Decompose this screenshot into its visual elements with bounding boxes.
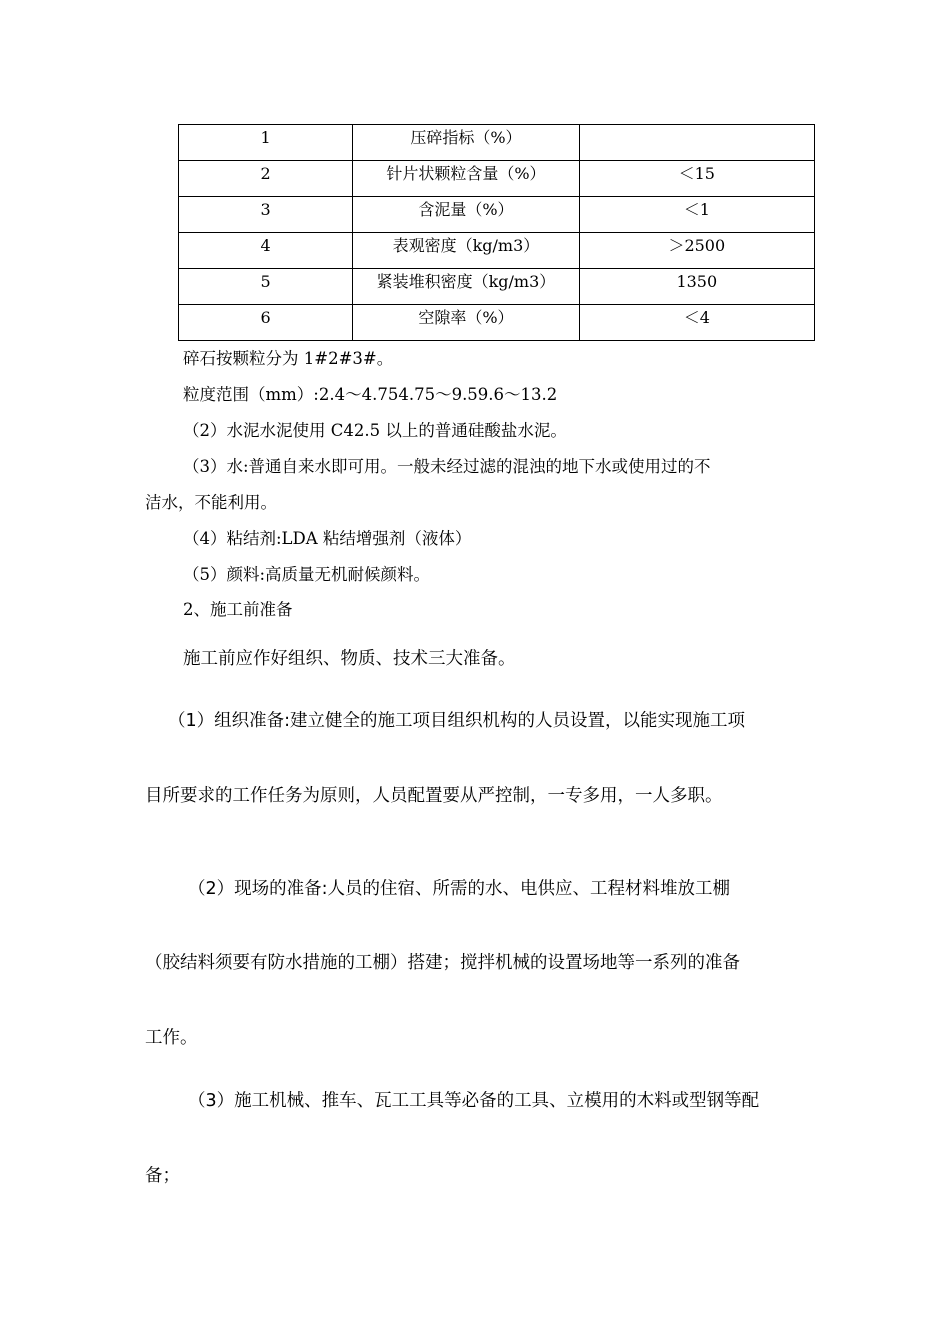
property-value: ＞2500	[579, 233, 814, 269]
table-row	[179, 161, 815, 197]
paragraph-water-line1: （3）水:普通自来水即可用。一般未经过滤的混浊的地下水或使用过的不	[183, 457, 711, 476]
paragraph-tools-line2: 备；	[145, 1166, 180, 1186]
property-name: 表观密度（kg/m3）	[353, 233, 579, 269]
aggregate-spec-table	[178, 124, 815, 341]
paragraph-tools-line1: （3）施工机械、推车、瓦工工具等必备的工具、立模用的木料或型钢等配	[188, 1091, 760, 1111]
paragraph-water-line2: 洁水，不能利用。	[145, 493, 277, 512]
paragraph-three-preparations: 施工前应作好组织、物质、技术三大准备。	[183, 649, 516, 669]
row-number: 6	[179, 305, 353, 341]
table-row	[179, 233, 815, 269]
paragraph-pigment: （5）颜料:高质量无机耐候颜料。	[183, 565, 431, 584]
property-name: 含泥量（%）	[353, 197, 579, 233]
property-name: 压碎指标（%）	[353, 125, 579, 161]
table-row	[179, 197, 815, 233]
paragraph-site-line3: 工作。	[145, 1028, 198, 1048]
paragraph-binder: （4）粘结剂:LDA 粘结增强剂（液体）	[183, 529, 472, 548]
paragraph-gravel-grading: 碎石按颗粒分为 1#2#3#。	[183, 349, 394, 368]
row-number: 4	[179, 233, 353, 269]
property-value: 1350	[579, 269, 814, 305]
table-row	[179, 305, 815, 341]
property-value: ＜1	[579, 197, 814, 233]
property-value: ＜15	[579, 161, 814, 197]
paragraph-particle-range: 粒度范围（mm）:2.4～4.754.75～9.59.6～13.2	[183, 385, 558, 404]
row-number: 2	[179, 161, 353, 197]
table-row	[179, 125, 815, 161]
paragraph-site-line1: （2）现场的准备:人员的住宿、所需的水、电供应、工程材料堆放工棚	[188, 879, 731, 899]
section-heading: 2、施工前准备	[183, 600, 293, 619]
property-value	[579, 125, 814, 161]
paragraph-organization-line2: 目所要求的工作任务为原则，人员配置要从严控制，一专多用，一人多职。	[145, 786, 723, 806]
table-row	[179, 269, 815, 305]
property-name: 紧装堆积密度（kg/m3）	[353, 269, 579, 305]
property-value: ＜4	[579, 305, 814, 341]
paragraph-organization-line1: （1）组织准备:建立健全的施工项目组织机构的人员设置，以能实现施工项	[168, 711, 746, 731]
property-name: 针片状颗粒含量（%）	[353, 161, 579, 197]
row-number: 3	[179, 197, 353, 233]
row-number: 5	[179, 269, 353, 305]
property-name: 空隙率（%）	[353, 305, 579, 341]
row-number: 1	[179, 125, 353, 161]
paragraph-site-line2: （胶结料须要有防水措施的工棚）搭建；搅拌机械的设置场地等一系列的准备	[145, 953, 740, 973]
paragraph-cement: （2）水泥水泥使用 C42.5 以上的普通硅酸盐水泥。	[183, 421, 567, 440]
